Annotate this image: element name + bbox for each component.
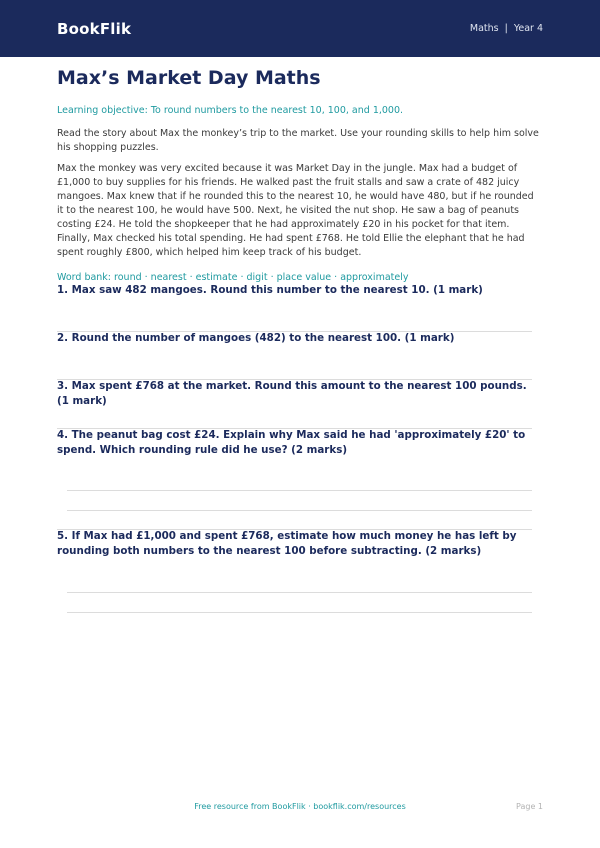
learning-objective: Learning objective: To round numbers to the nearest 10, 100, and 1,000. [57, 105, 404, 116]
answer-line[interactable] [67, 592, 532, 593]
question-5: 5. If Max had £1,000 and spent £768, estimate how much money he has left by rounding both numbers to the nearest 100 before subtracting. (2 marks) [57, 530, 517, 557]
page-header [0, 0, 600, 57]
footer-link[interactable]: Free resource from BookFlik · bookflik.com/resources [194, 802, 406, 811]
brand-logo[interactable]: BookFlik [57, 19, 132, 38]
header-meta [470, 23, 543, 34]
worksheet-intro [57, 66, 543, 284]
page-number: Page 1 [516, 802, 543, 811]
word-bank: Word bank: round · nearest · estimate · digit · place value · approximately [57, 272, 409, 283]
question-2: 2. Round the number of mangoes (482) to the nearest 100. (1 mark) [57, 332, 455, 344]
answer-line[interactable] [67, 612, 532, 613]
question-4: 4. The peanut bag cost £24. Explain why Max said he had 'approximately £20' to spend. Which rounding rule did he use? (2 marks) [57, 429, 526, 456]
answer-line[interactable] [67, 490, 532, 491]
page-title: Max’s Market Day Maths [57, 67, 321, 89]
question-1: 1. Max saw 482 mangoes. Round this number to the nearest 10. (1 mark) [57, 284, 483, 296]
year-label: Year 4 [513, 23, 543, 34]
subject-label: Maths [469, 23, 499, 34]
answer-line[interactable] [67, 510, 532, 511]
instructions-text: Read the story about Max the monkey’s trip to the market. Use your rounding skills to help him solve his shopping puzzles. [57, 128, 539, 153]
story-text: Max the monkey was very excited because it was Market Day in the jungle. Max had a budget of £1,000 to buy supplies for his friends. He walked past the fruit stalls and saw a crate of 482 juicy mangoes. Max knew that if he rounded this to the nearest 10, he would have 480, but if he rounded it to the nearest 100, he would have 500. Next, he visited the nut shop. He saw a bag of peanuts costing £24. He told the shopkeeper that he had approximately £20 in his pocket for that item. Finally, Max checked his total spending. He had spent £768. He told Ellie the elephant that he had spent roughly £800, which helped him keep track of his budget. [57, 163, 534, 258]
meta-separator: | [504, 23, 508, 34]
question-3: 3. Max spent £768 at the market. Round this amount to the nearest 100 pounds. (1 mark) [57, 380, 527, 407]
